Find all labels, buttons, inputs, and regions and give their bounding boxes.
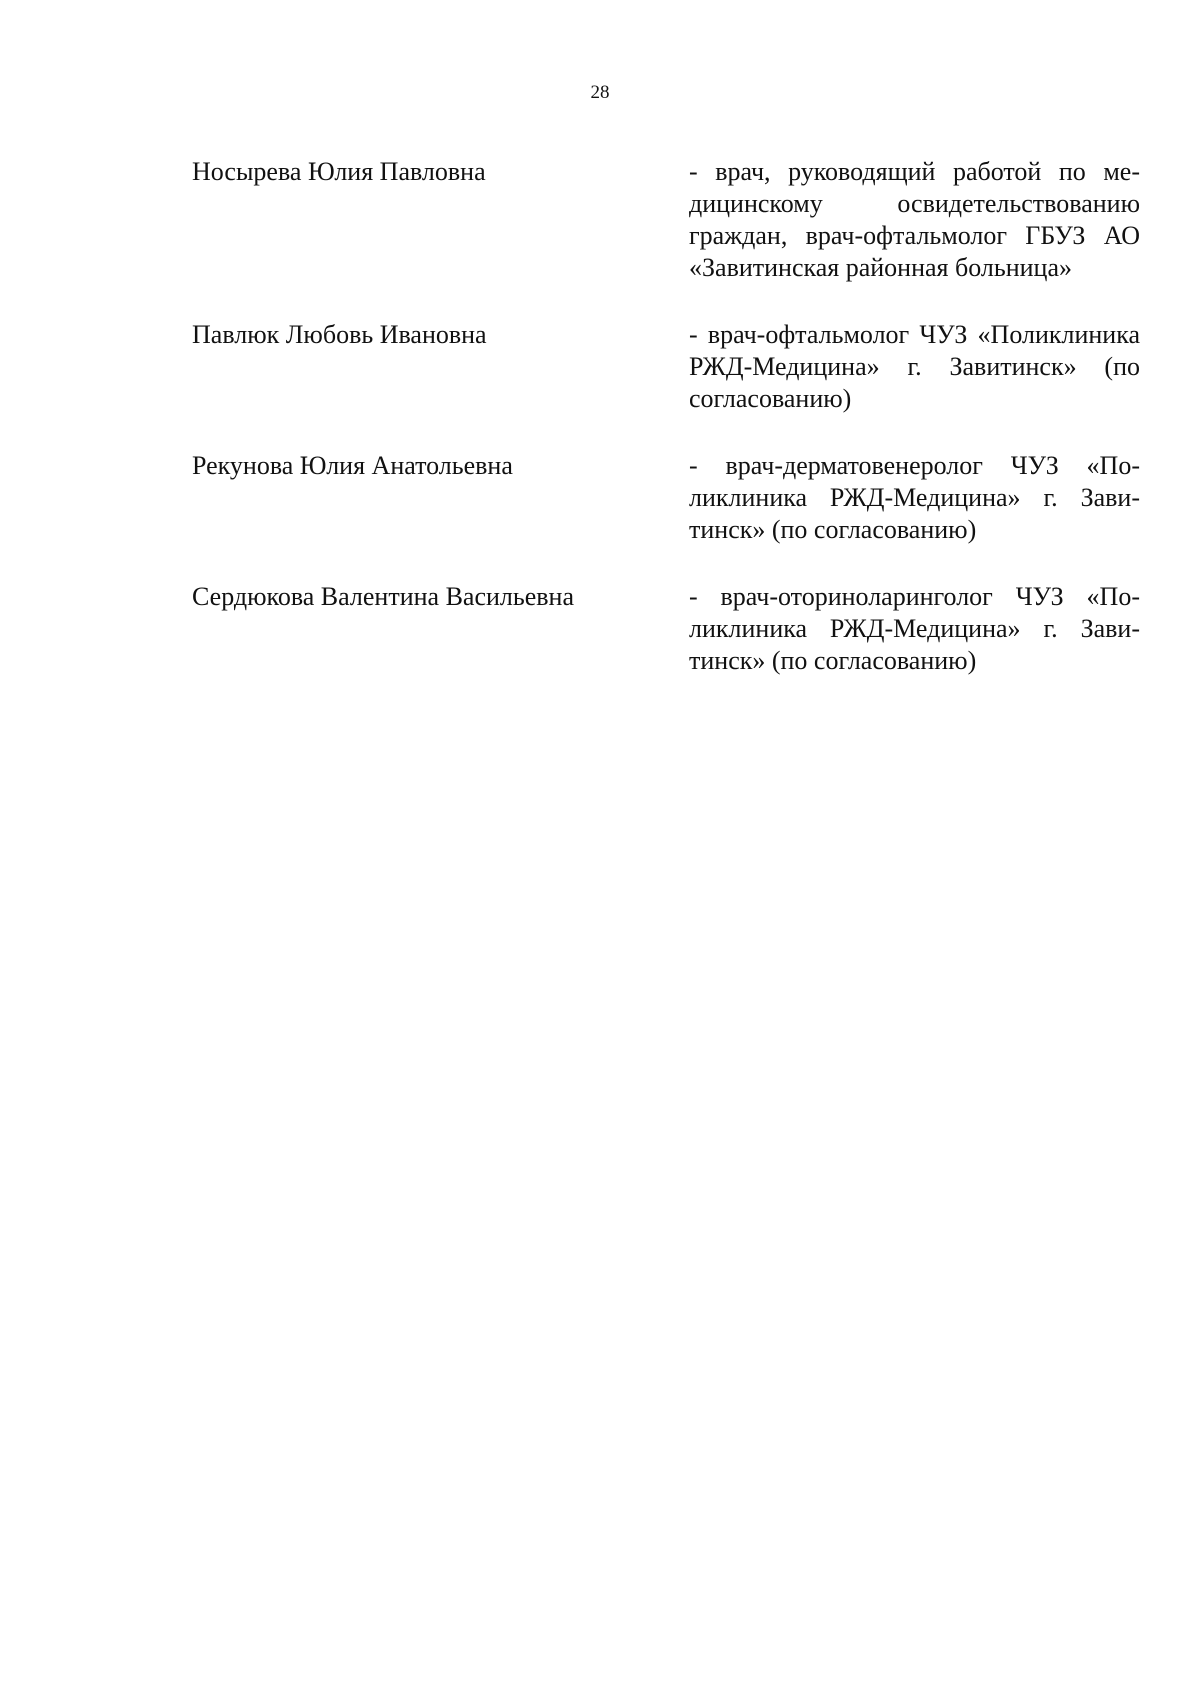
- member-name: Павлюк Любовь Ивановна: [192, 320, 487, 349]
- commission-members-list: [192, 156, 1140, 677]
- page-number: 28: [590, 82, 610, 103]
- member-entry: [192, 319, 1140, 415]
- member-entry: [192, 581, 1140, 677]
- member-role: - врач, руководящий работой по медицинскому освидетельствованию граждан, врач-офтальмолог ГБУЗ АО «Завитинская районная больница»: [689, 157, 1140, 282]
- member-name: Сердюкова Валентина Васильевна: [192, 582, 575, 611]
- member-role: - врач-оториноларинголог ЧУЗ «Поликлиника РЖД-Медицина» г. Завитинск» (по согласованию): [689, 582, 1140, 675]
- member-role: - врач-дерматовенеролог ЧУЗ «Поликлиника РЖД-Медицина» г. Завитинск» (по согласованию): [689, 451, 1140, 544]
- member-entry: [192, 450, 1140, 546]
- member-role: - врач-офтальмолог ЧУЗ «Поликлиника РЖД-Медицина» г. Завитинск» (по согласованию): [689, 320, 1140, 413]
- member-name: Рекунова Юлия Анатольевна: [192, 451, 513, 480]
- member-name: Носырева Юлия Павловна: [192, 157, 486, 186]
- member-entry: [192, 156, 1140, 284]
